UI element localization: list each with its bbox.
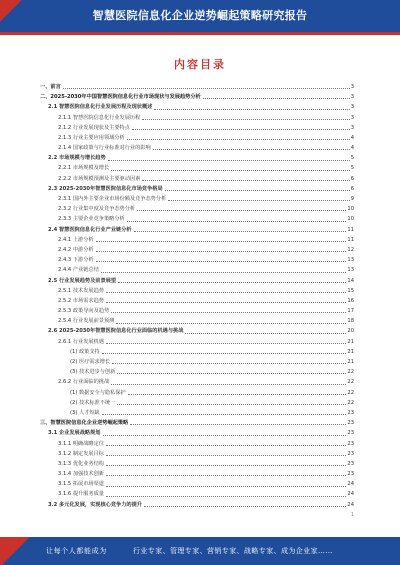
- toc-entry-page: 3: [350, 104, 354, 111]
- toc-entry-title: 2.5.2 市场需求趋势: [58, 297, 104, 304]
- toc-entry[interactable]: [40, 490, 354, 500]
- toc-entry-title: 3.1.5 拓展市场渠道: [58, 481, 104, 488]
- toc-entry-title: (3) 技术进步与创新: [70, 369, 116, 376]
- toc-entry-title: (2) 技术标准不统一: [70, 399, 116, 406]
- toc-leader-dots: [63, 88, 350, 89]
- toc-entry[interactable]: [40, 316, 354, 326]
- toc-entry-page: 13: [347, 267, 354, 274]
- toc-leader-dots: [108, 160, 350, 161]
- toc-leader-dots: [111, 312, 346, 313]
- toc-entry-title: 2.6.2 行业面临的挑战: [58, 379, 110, 386]
- toc-entry[interactable]: [40, 214, 354, 224]
- toc-entry[interactable]: [40, 92, 354, 102]
- toc-entry-title: 3.1.2 制定发展目标: [58, 450, 104, 457]
- toc-entry[interactable]: [40, 377, 354, 387]
- toc-leader-dots: [118, 282, 346, 283]
- toc-entry[interactable]: [40, 367, 354, 377]
- toc-entry-title: 2.2.2 市场规模预测及主要驱动因素: [58, 175, 141, 182]
- toc-entry[interactable]: [40, 164, 354, 174]
- toc-entry[interactable]: [40, 102, 354, 112]
- toc-entry-page: 21: [347, 348, 354, 355]
- toc-entry-title: (3) 人才短缺: [70, 409, 100, 416]
- toc-entry[interactable]: [40, 459, 354, 469]
- toc-entry-page: 4: [350, 145, 354, 152]
- toc-entry-page: 18: [347, 318, 354, 325]
- toc-leader-dots: [142, 119, 349, 120]
- toc-entry[interactable]: [40, 265, 354, 275]
- toc-entry-title: 二、2025-2030年中国智慧医院信息化行业市场现状与发展趋势分析: [40, 94, 201, 101]
- toc-entry-page: 12: [347, 246, 354, 253]
- toc-entry-title: 2.3.1 国内外主要企业市场份额及竞争态势分析: [58, 196, 167, 203]
- toc-entry[interactable]: [40, 194, 354, 204]
- toc-leader-dots: [96, 241, 347, 242]
- toc-entry[interactable]: [40, 327, 354, 337]
- toc-entry-title: 2.1.1 智慧医院信息化行业发展历程: [58, 114, 141, 121]
- toc-leader-dots: [144, 506, 346, 507]
- toc-leader-dots: [154, 109, 349, 110]
- toc-entry-page: 5: [350, 155, 354, 162]
- toc-leader-dots: [106, 302, 346, 303]
- toc-leader-dots: [106, 465, 346, 466]
- toc-entry[interactable]: [40, 337, 354, 347]
- toc-leader-dots: [128, 394, 347, 395]
- toc-leader-dots: [96, 261, 347, 262]
- toc-leader-dots: [106, 475, 346, 476]
- toc-leader-dots: [117, 404, 346, 405]
- toc-entry-title: 2.1.3 行业主要应用领域分析: [58, 134, 125, 141]
- toc-leader-dots: [130, 424, 346, 425]
- toc-entry[interactable]: [40, 143, 354, 153]
- toc-entry[interactable]: [40, 286, 354, 296]
- toc-entry[interactable]: [40, 113, 354, 123]
- toc-leader-dots: [101, 272, 347, 273]
- toc-leader-dots: [117, 373, 346, 374]
- toc-entry-page: 10: [347, 216, 354, 223]
- toc-entry[interactable]: [40, 133, 354, 143]
- toc-entry-page: 22: [347, 399, 354, 406]
- toc-entry-page: 9: [350, 196, 354, 203]
- table-of-contents: [40, 82, 354, 510]
- toc-leader-dots: [165, 190, 350, 191]
- toc-entry-page: 5: [350, 165, 354, 172]
- toc-entry[interactable]: [40, 245, 354, 255]
- toc-leader-dots: [106, 455, 346, 456]
- toc-entry-title: 三、智慧医院信息化企业逆势崛起策略: [40, 420, 129, 427]
- toc-entry-title: 3.1 企业发展战略规划: [48, 430, 101, 437]
- toc-entry[interactable]: [40, 439, 354, 449]
- toc-leader-dots: [127, 221, 347, 222]
- toc-entry[interactable]: [40, 449, 354, 459]
- report-title: 智慧医院信息化企业逆势崛起策略研究报告: [92, 9, 308, 22]
- toc-entry-page: 3: [350, 114, 354, 121]
- toc-entry-title: 2.4.3 下游分析: [58, 257, 94, 264]
- toc-entry[interactable]: [40, 306, 354, 316]
- toc-entry-title: 2.1.2 行业发展现状及主要特点: [58, 124, 130, 131]
- toc-entry[interactable]: [40, 469, 354, 479]
- toc-entry-page: 3: [350, 124, 354, 131]
- toc-entry-page: 11: [347, 236, 354, 243]
- toc-leader-dots: [168, 200, 349, 201]
- toc-entry-title: 3.1.3 优化业务结构: [58, 460, 104, 467]
- toc-entry[interactable]: [40, 184, 354, 194]
- toc-entry-title: 2.4.2 中游分析: [58, 246, 94, 253]
- toc-leader-dots: [127, 139, 350, 140]
- toc-entry-title: 3.1.6 提升服务质量: [58, 491, 104, 498]
- toc-entry[interactable]: [40, 408, 354, 418]
- toc-entry-title: (1) 数据安全与隐私保护: [70, 389, 126, 396]
- toc-leader-dots: [142, 180, 349, 181]
- toc-leader-dots: [112, 363, 346, 364]
- toc-entry-title: 2.5.4 行业发展前景预测: [58, 318, 115, 325]
- toc-entry-page: 3: [350, 83, 354, 90]
- footer-decoration: [0, 537, 38, 565]
- toc-leader-dots: [132, 129, 350, 130]
- toc-entry-page: 23: [347, 460, 354, 467]
- toc-entry[interactable]: [40, 357, 354, 367]
- toc-entry[interactable]: [40, 398, 354, 408]
- toc-entry[interactable]: [40, 276, 354, 286]
- toc-entry-page: 22: [347, 389, 354, 396]
- toc-entry-page: 3: [350, 94, 354, 101]
- toc-entry-page: 22: [347, 379, 354, 386]
- toc-entry-title: (1) 政策支持: [70, 348, 100, 355]
- toc-entry-page: 23: [347, 471, 354, 478]
- toc-entry-title: 2.4.1 上游分析: [58, 236, 94, 243]
- toc-entry-page: 23: [347, 420, 354, 427]
- toc-leader-dots: [111, 170, 350, 171]
- toc-entry-title: 2.3.2 行业集中度及竞争态势分析: [58, 206, 136, 213]
- toc-entry-page: 24: [347, 501, 354, 508]
- toc-entry-page: 13: [347, 257, 354, 264]
- page-number: 1: [350, 512, 354, 518]
- toc-entry-title: 3.1.4 加强技术创新: [58, 471, 104, 478]
- toc-entry[interactable]: [40, 479, 354, 489]
- toc-entry-title: 2.3 2025-2030年智慧医院信息化市场竞争格局: [48, 185, 163, 192]
- toc-entry[interactable]: [40, 388, 354, 398]
- toc-entry-title: (2) 医疗需求增长: [70, 359, 111, 366]
- toc-entry-title: 2.5.1 技术发展趋势: [58, 287, 104, 294]
- toc-entry-page: 16: [347, 297, 354, 304]
- toc-entry-title: 2.1.4 国家政策与行业标准对行业的影响: [58, 145, 151, 152]
- toc-entry-page: 10: [347, 206, 354, 213]
- toc-entry-page: 21: [347, 338, 354, 345]
- toc-entry[interactable]: [40, 153, 354, 163]
- toc-leader-dots: [106, 292, 346, 293]
- toc-entry[interactable]: [40, 204, 354, 214]
- header-accent-stripe: [0, 32, 400, 35]
- toc-leader-dots: [102, 414, 347, 415]
- footer-slogan: 让每个人都能成为: [46, 547, 107, 555]
- toc-entry-page: 22: [347, 369, 354, 376]
- toc-entry-page: 23: [347, 409, 354, 416]
- toc-entry-page: 23: [347, 430, 354, 437]
- toc-leader-dots: [106, 486, 346, 487]
- toc-entry-title: 2.4 智慧医院信息化行业产业链分析: [48, 226, 132, 233]
- toc-entry-title: 2.6 2025-2030年智慧医院信息化行业面临的机遇与挑战: [48, 328, 184, 335]
- toc-entry-page: 11: [347, 226, 354, 233]
- toc-entry[interactable]: [40, 418, 354, 428]
- toc-entry-page: 23: [347, 440, 354, 447]
- toc-entry[interactable]: [40, 347, 354, 357]
- toc-entry-page: 6: [350, 175, 354, 182]
- toc-leader-dots: [102, 353, 347, 354]
- toc-entry-page: 20: [347, 328, 354, 335]
- toc-entry[interactable]: [40, 123, 354, 133]
- toc-entry[interactable]: [40, 255, 354, 265]
- toc-leader-dots: [153, 149, 350, 150]
- toc-entry[interactable]: [40, 235, 354, 245]
- toc-leader-dots: [185, 333, 346, 334]
- toc-leader-dots: [116, 323, 346, 324]
- toc-leader-dots: [96, 251, 347, 252]
- toc-entry-page: 24: [347, 481, 354, 488]
- toc-entry-page: 24: [347, 491, 354, 498]
- toc-leader-dots: [203, 98, 350, 99]
- toc-entry[interactable]: [40, 174, 354, 184]
- toc-entry[interactable]: [40, 82, 354, 92]
- toc-leader-dots: [106, 496, 346, 497]
- toc-entry-title: 2.4.4 产业链总结: [58, 267, 99, 274]
- toc-entry-page: 15: [347, 287, 354, 294]
- toc-entry[interactable]: [40, 428, 354, 438]
- toc-entry-title: 2.5 行业发展趋势及前景展望: [48, 277, 117, 284]
- toc-entry-title: 3.2 多元化发展，实现核心竞争力的提升: [48, 501, 142, 508]
- toc-entry-title: 一、前言: [40, 83, 61, 90]
- toc-entry[interactable]: [40, 225, 354, 235]
- toc-entry[interactable]: [40, 500, 354, 510]
- toc-entry-title: 2.3.3 主要企业竞争策略分析: [58, 216, 125, 223]
- toc-entry-title: 3.1.1 明确战略定位: [58, 440, 104, 447]
- toc-entry-page: 23: [347, 450, 354, 457]
- toc-entry-title: 2.2.1 市场规模及增长: [58, 165, 110, 172]
- toc-entry-title: 2.1 智慧医院信息化行业发展历程及现状概述: [48, 104, 153, 111]
- toc-entry-page: 4: [350, 134, 354, 141]
- toc-leader-dots: [137, 210, 346, 211]
- toc-entry-title: 2.2 市场规模与增长趋势: [48, 155, 106, 162]
- toc-leader-dots: [134, 231, 347, 232]
- footer-tagline: 行业专家、管理专家、营销专家、战略专家、成为企业家……: [133, 547, 333, 555]
- toc-leader-dots: [106, 445, 346, 446]
- toc-entry-page: 6: [350, 185, 354, 192]
- toc-entry-page: 17: [347, 308, 354, 315]
- toc-entry-title: 2.5.3 政策导向及趋势: [58, 308, 110, 315]
- toc-entry-page: 21: [347, 359, 354, 366]
- toc-leader-dots: [106, 343, 346, 344]
- toc-entry[interactable]: [40, 296, 354, 306]
- toc-entry-title: 2.6.1 行业发展机遇: [58, 338, 104, 345]
- toc-entry-page: 14: [347, 277, 354, 284]
- toc-heading: 内容目录: [174, 58, 226, 71]
- toc-leader-dots: [103, 435, 347, 436]
- toc-leader-dots: [111, 384, 346, 385]
